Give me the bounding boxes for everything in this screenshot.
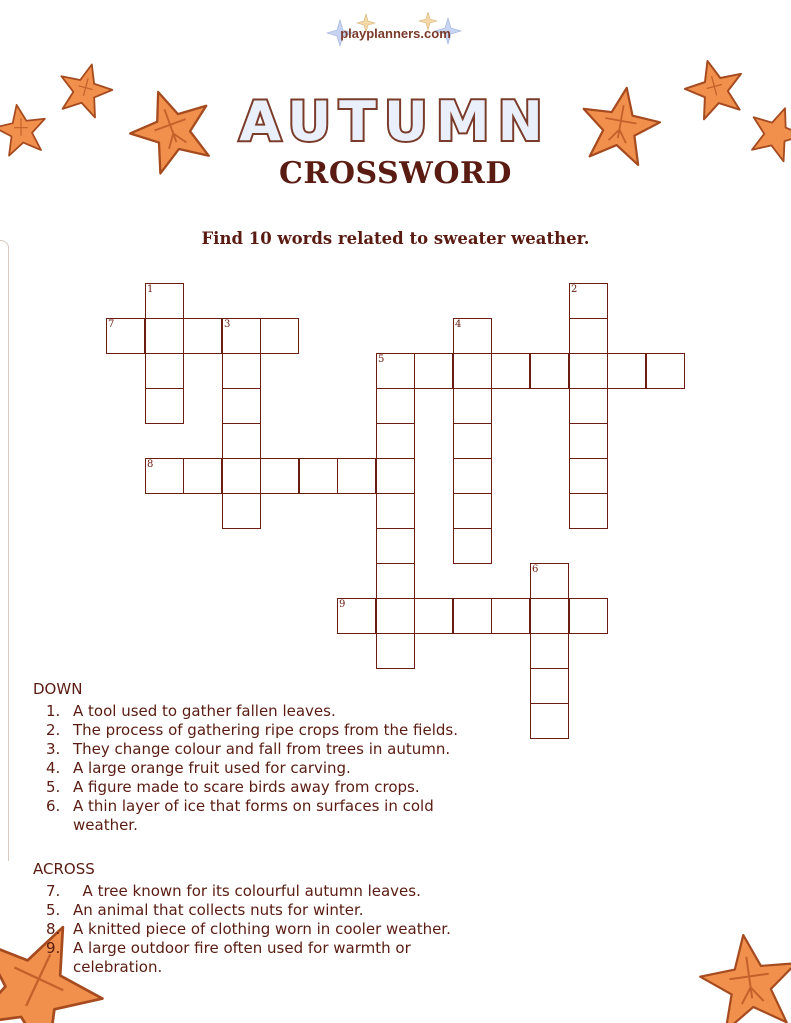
- grid-cell[interactable]: [530, 353, 569, 389]
- grid-cell[interactable]: [453, 318, 492, 354]
- grid-cell[interactable]: [453, 388, 492, 424]
- grid-cell[interactable]: [530, 703, 569, 739]
- grid-cell[interactable]: [491, 353, 530, 389]
- clue-item: [33, 721, 513, 740]
- clue-number: 2: [571, 284, 578, 295]
- title-autumn-text: AUTUMN: [239, 90, 551, 152]
- grid-cell[interactable]: [530, 668, 569, 704]
- grid-cell[interactable]: [376, 423, 415, 459]
- grid-cell[interactable]: [646, 353, 685, 389]
- grid-cell[interactable]: [607, 353, 646, 389]
- grid-cell[interactable]: [145, 353, 184, 389]
- clue-number: 7.: [46, 882, 61, 900]
- grid-cell[interactable]: [260, 318, 299, 354]
- clue-item: [33, 882, 513, 901]
- grid-cell[interactable]: [222, 493, 261, 529]
- grid-cell[interactable]: [491, 598, 530, 634]
- grid-cell[interactable]: [376, 528, 415, 564]
- grid-cell[interactable]: [145, 458, 184, 494]
- grid-cell[interactable]: [376, 388, 415, 424]
- clue-text: A large outdoor fire often used for warmth or celebration.: [73, 939, 411, 976]
- grid-cell[interactable]: [222, 318, 261, 354]
- grid-cell[interactable]: [376, 353, 415, 389]
- grid-cell[interactable]: [299, 458, 338, 494]
- clue-number: 2.: [46, 721, 61, 739]
- clue-number: 7: [108, 319, 115, 330]
- grid-cell[interactable]: [145, 283, 184, 319]
- title-autumn: [220, 88, 570, 152]
- clue-number: 9: [339, 599, 346, 610]
- clue-text: An animal that collects nuts for winter.: [73, 901, 364, 919]
- down-clues: [33, 680, 513, 835]
- grid-cell[interactable]: [530, 563, 569, 599]
- clue-text: A knitted piece of clothing worn in cooler weather.: [73, 920, 451, 938]
- grid-cell[interactable]: [414, 598, 453, 634]
- left-edge-line: [0, 240, 9, 861]
- grid-cell[interactable]: [569, 493, 608, 529]
- clue-number: 6.: [46, 797, 61, 815]
- clue-number: 5.: [46, 901, 61, 919]
- clue-item: [33, 778, 513, 797]
- clue-number: 1.: [46, 702, 61, 720]
- instructions: Find 10 words related to sweater weather.: [201, 229, 590, 248]
- grid-cell[interactable]: [569, 598, 608, 634]
- clue-number: 4.: [46, 759, 61, 777]
- grid-cell[interactable]: [222, 423, 261, 459]
- star-icon: [680, 56, 750, 122]
- clue-text: A tool used to gather fallen leaves.: [73, 702, 336, 720]
- star-icon: [54, 60, 116, 120]
- across-clues: [33, 860, 513, 977]
- grid-cell[interactable]: [337, 598, 376, 634]
- grid-cell[interactable]: [260, 458, 299, 494]
- clue-text: The process of gathering ripe crops from the fields.: [73, 721, 458, 739]
- grid-cell[interactable]: [183, 318, 222, 354]
- brand-logo-text: playplanners.com: [340, 26, 451, 41]
- down-heading: DOWN: [33, 680, 83, 698]
- clue-text: A tree known for its colourful autumn leaves.: [73, 882, 421, 900]
- grid-cell[interactable]: [414, 353, 453, 389]
- clue-number: 8: [147, 459, 154, 470]
- grid-cell[interactable]: [145, 388, 184, 424]
- title-crossword: CROSSWORD: [279, 156, 512, 191]
- clue-number: 5: [378, 354, 385, 365]
- grid-cell[interactable]: [453, 598, 492, 634]
- clue-text: A large orange fruit used for carving.: [73, 759, 351, 777]
- clue-number: 4: [455, 319, 462, 330]
- grid-cell[interactable]: [453, 423, 492, 459]
- grid-cell[interactable]: [376, 493, 415, 529]
- grid-cell[interactable]: [569, 283, 608, 319]
- grid-cell[interactable]: [145, 318, 184, 354]
- grid-cell[interactable]: [222, 458, 261, 494]
- clue-item: [33, 797, 493, 835]
- grid-cell[interactable]: [222, 388, 261, 424]
- clue-text: A thin layer of ice that forms on surfaces in cold weather.: [73, 797, 434, 834]
- clue-number: 3.: [46, 740, 61, 758]
- clue-item: [33, 740, 513, 759]
- grid-cell[interactable]: [376, 633, 415, 669]
- grid-cell[interactable]: [569, 353, 608, 389]
- grid-cell[interactable]: [376, 458, 415, 494]
- grid-cell[interactable]: [530, 598, 569, 634]
- clue-item: [33, 901, 513, 920]
- grid-cell[interactable]: [376, 563, 415, 599]
- grid-cell[interactable]: [569, 458, 608, 494]
- clue-item: [33, 702, 513, 721]
- clue-number: 8.: [46, 920, 61, 938]
- clue-number: 6: [532, 564, 539, 575]
- clue-number: 1: [147, 284, 154, 295]
- star-icon: [0, 98, 50, 162]
- grid-cell[interactable]: [453, 528, 492, 564]
- grid-cell[interactable]: [376, 598, 415, 634]
- grid-cell[interactable]: [337, 458, 376, 494]
- grid-cell[interactable]: [453, 458, 492, 494]
- clue-item: [33, 920, 513, 939]
- clue-number: 3: [224, 319, 231, 330]
- clue-item: [33, 759, 513, 778]
- clue-text: They change colour and fall from trees in autumn.: [73, 740, 451, 758]
- clue-text: A figure made to scare birds away from crops.: [73, 778, 420, 796]
- grid-cell[interactable]: [569, 318, 608, 354]
- clue-item: [33, 939, 473, 977]
- grid-cell[interactable]: [222, 353, 261, 389]
- grid-cell[interactable]: [453, 493, 492, 529]
- grid-cell[interactable]: [106, 318, 145, 354]
- clue-number: 5.: [46, 778, 61, 796]
- grid-cell[interactable]: [569, 423, 608, 459]
- grid-cell[interactable]: [530, 633, 569, 669]
- grid-cell[interactable]: [453, 353, 492, 389]
- grid-cell[interactable]: [183, 458, 222, 494]
- grid-cell[interactable]: [569, 388, 608, 424]
- clue-number: 9.: [46, 939, 61, 957]
- across-heading: ACROSS: [33, 860, 95, 878]
- star-icon: [690, 928, 791, 1023]
